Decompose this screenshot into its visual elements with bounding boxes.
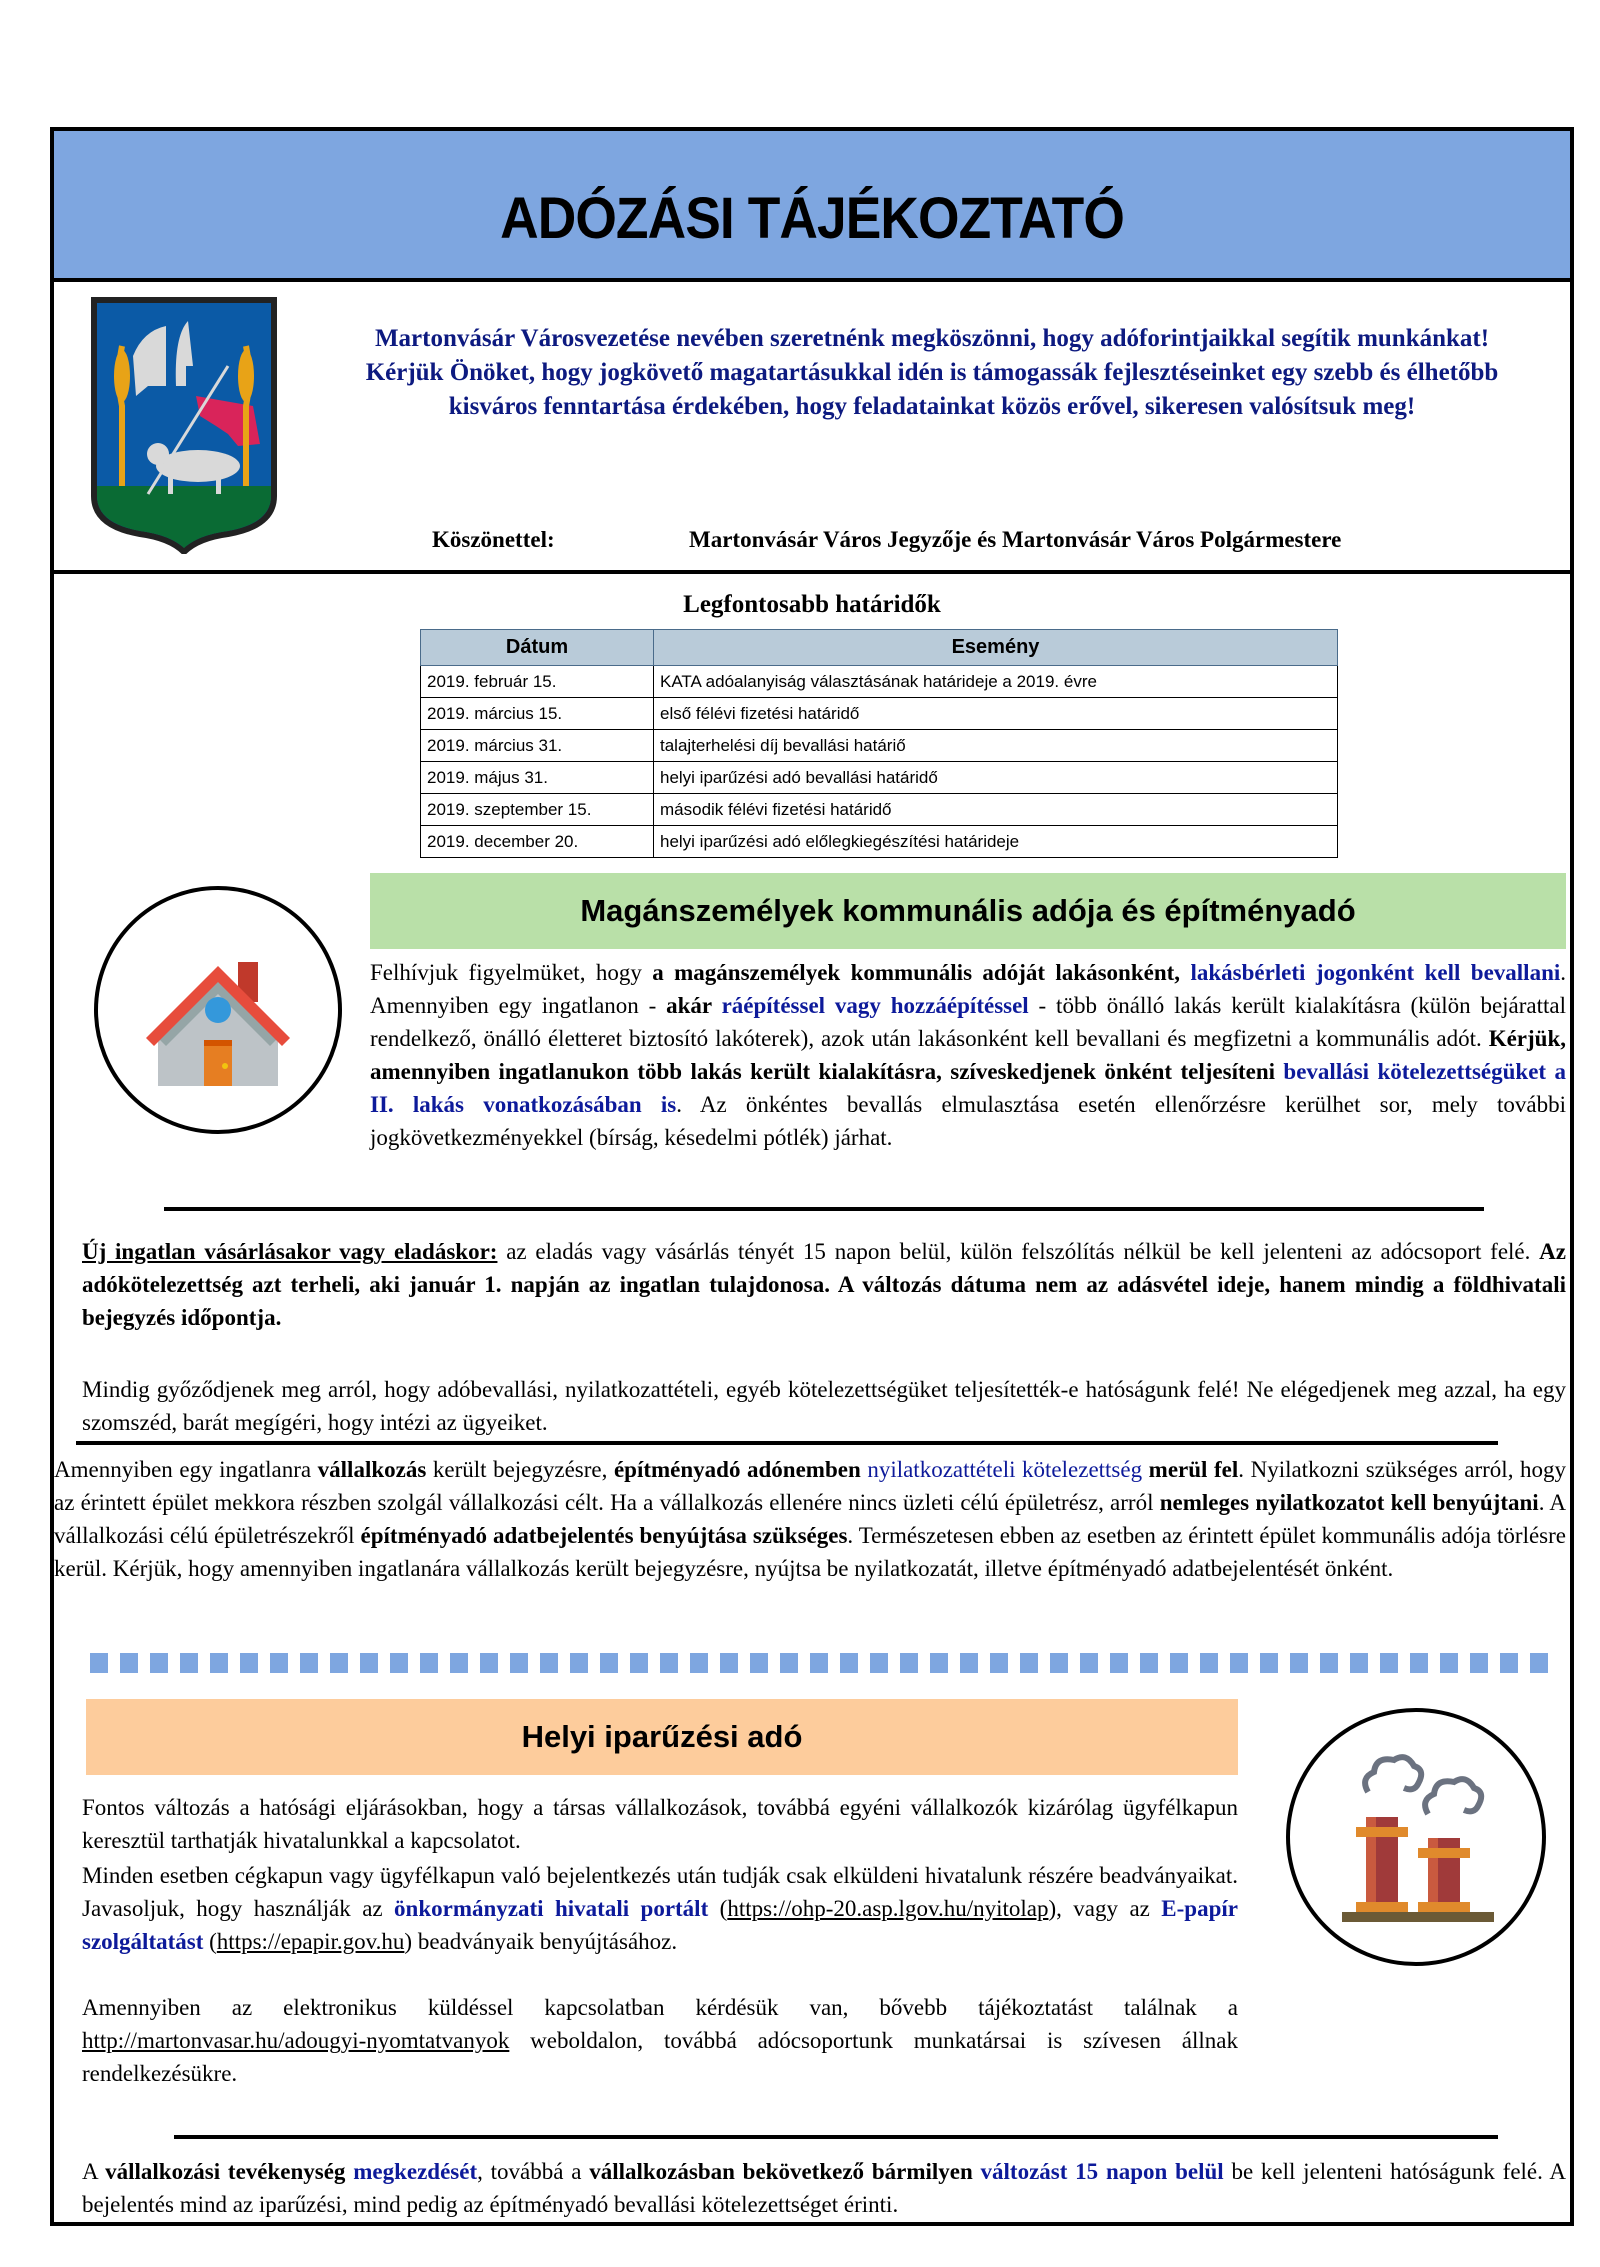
house-icon-circle	[94, 886, 342, 1134]
cell-date: 2019. február 15.	[421, 666, 654, 698]
intro-line-2: Kérjük Önöket, hogy jogkövető magatartásukkal idén is támogassák fejlesztéseinket egy szebb és élhetőbb kisváros fenntartása érdekében, hogy feladatainkat közös erővel, sikeresen valósítsuk meg!	[365, 359, 1499, 420]
portal-link-label: önkormányzati hivatali portált	[394, 1896, 709, 1921]
coat-of-arms-icon	[88, 296, 280, 554]
table-row	[421, 698, 1338, 730]
cell-date: 2019. szeptember 15.	[421, 794, 654, 826]
cell-event: KATA adóalanyiság választásának határideje a 2019. évre	[654, 666, 1338, 698]
table-row	[421, 730, 1338, 762]
thanks-label: Köszönettel:	[432, 527, 555, 552]
intro-section	[54, 282, 1570, 574]
cell-date: 2019. december 20.	[421, 826, 654, 858]
cell-event: helyi iparűzési adó bevallási határidő	[654, 762, 1338, 794]
column-header-event: Esemény	[654, 630, 1338, 666]
table-row	[421, 794, 1338, 826]
divider	[76, 1441, 1498, 1445]
intro-message	[324, 322, 1540, 424]
cell-event: talajterhelési díj bevallási határiő	[654, 730, 1338, 762]
factory-icon-circle	[1286, 1708, 1546, 1966]
communal-tax-header	[370, 873, 1566, 949]
property-transfer-paragraph: Új ingatlan vásárlásakor vagy eladáskor: az eladás vagy vásárlás tényét 15 napon belül, külön felszólítás nélkül be kell jelenteni az adócsoport felé. Az adókötelezettség azt terheli, aki január 1. napján az ingatlan tulajdonosa. A változás dátuma nem az adásvétel ideje, hanem mindig a földhivatali bejegyzés időpontja.	[82, 1239, 1566, 1330]
house-icon	[98, 890, 338, 1130]
table-row	[421, 762, 1338, 794]
divider	[164, 1207, 1484, 1211]
intro-line-1: Martonvásár Városvezetése nevében szeretnénk megköszönni, hogy adóforintjaikkal segítik munkánkat!	[374, 325, 1490, 352]
epapir-link-label: E-papír szolgáltatást	[82, 1896, 1238, 1954]
business-change-paragraph: A vállalkozási tevékenység megkezdését, továbbá a vállalkozásban bekövetkező bármilyen változást 15 napon belül be kell jelenteni hatóságunk felé. A bejelentés mind az iparűzési, mind pedig az építményadó bevallási kötelezettséget érinti.	[82, 2159, 1567, 2217]
forms-link[interactable]: http://martonvasar.hu/adougyi-nyomtatvanyok	[82, 2028, 510, 2053]
dashed-separator	[90, 1653, 1552, 1673]
title-banner	[54, 131, 1570, 282]
epapir-link[interactable]: https://epapir.gov.hu	[216, 1929, 405, 1954]
page-title: ADÓZÁSI TÁJÉKOZTATÓ	[500, 186, 1124, 251]
business-tax-heading: Helyi iparűzési adó	[521, 1719, 803, 1754]
verify-obligations-paragraph: Mindig győződjenek meg arról, hogy adóbevallási, nyilatkozattételi, egyéb kötelezettségüket teljesítették-e hatóságunk felé! Ne elégedjenek meg azzal, ha egy szomszéd, barát megígéri, hogy intézi az ügyeiket.	[82, 1377, 1566, 1435]
cell-event: első félévi fizetési határidő	[654, 698, 1338, 730]
submission-paragraph: Minden esetben cégkapun vagy ügyfélkapun való bejelentkezés után tudják csak elküldeni hivatalunk részére beadványaikat. Javasoljuk, hogy használják az önkormányzati hivatali portált (https://ohp-20.asp.lgov.hu/nyitolap), vagy az E-papír szolgáltatást (https://epapir.gov.hu) beadványaik benyújtásához.	[82, 1863, 1238, 1954]
cell-event: helyi iparűzési adó előlegkiegészítési határideje	[654, 826, 1338, 858]
deadlines-title: Legfontosabb határidők	[683, 591, 941, 618]
communal-tax-paragraph: Felhívjuk figyelmüket, hogy a magánszemélyek kommunális adóját lakásonként, lakásbérleti jogonként kell bevallani. Amennyiben egy ingatlanon - akár ráépítéssel vagy hozzáépítéssel - több önálló lakás került kialakításra (külön bejárattal rendelkező, önálló életteret biztosító lakóterek), azok után lakásonként kell bevallani és megfizetni a kommunális adót. Kérjük, amennyiben ingatlanukon több lakás került kialakításra, szíveskedjenek önként teljesíteni bevallási kötelezettségüket a II. lakás vonatkozásában is. Az önkéntes bevallás elmulasztása esetén ellenőrzésre kerülhet sor, mely további jogkövetkezményekkel (bírság, késedelmi pótlék) járhat.	[370, 960, 1566, 1150]
cell-date: 2019. május 31.	[421, 762, 654, 794]
business-building-paragraph: Amennyiben egy ingatlanra vállalkozás került bejegyzésre, építményadó adónemben nyilatkozattételi kötelezettség merül fel. Nyilatkozni szükséges arról, hogy az érintett épület mekkora részben szolgál vállalkozási célt. Ha a vállalkozás ellenére nincs üzleti célú épületrész, arról nemleges nyilatkozatot kell benyújtani. A vállalkozási célú épületrészekről építményadó adatbejelentés benyújtása szükséges. Természetesen ebben az esetben az érintett épület kommunális adója törlésre kerül. Kérjük, hogy amennyiben ingatlanára vállalkozás került bejegyzésre, nyújtsa be nyilatkozatát, illetve építményadó adatbejelentését önként.	[54, 1457, 1567, 1581]
business-tax-header	[86, 1699, 1238, 1775]
cell-date: 2019. március 15.	[421, 698, 654, 730]
column-header-date: Dátum	[421, 630, 654, 666]
contact-paragraph: Amennyiben az elektronikus küldéssel kapcsolatban kérdésük van, bővebb tájékoztatást találnak a http://martonvasar.hu/adougyi-nyomtatvanyok weboldalon, továbbá adócsoportunk munkatársai is szívesen állnak rendelkezésükre.	[82, 1995, 1238, 2086]
table-row	[421, 666, 1338, 698]
cell-event: második félévi fizetési határidő	[654, 794, 1338, 826]
ohp-link[interactable]: https://ohp-20.asp.lgov.hu/nyitolap	[727, 1896, 1049, 1921]
divider	[174, 2135, 1498, 2139]
business-tax-notice: Fontos változás a hatósági eljárásokban, hogy a társas vállalkozások, továbbá egyéni vállalkozók kizárólag ügyfélkapun keresztül tarthatják hivatalunkkal a kapcsolatot.	[82, 1795, 1238, 1853]
cell-date: 2019. március 31.	[421, 730, 654, 762]
factory-chimneys-icon	[1290, 1712, 1542, 1962]
page-frame	[50, 127, 1574, 2226]
deadlines-table	[420, 629, 1338, 858]
thanks-signatories: Martonvásár Város Jegyzője és Martonvásár Város Polgármestere	[689, 527, 1342, 552]
table-row	[421, 826, 1338, 858]
communal-tax-heading: Magánszemélyek kommunális adója és építményadó	[580, 893, 1356, 928]
